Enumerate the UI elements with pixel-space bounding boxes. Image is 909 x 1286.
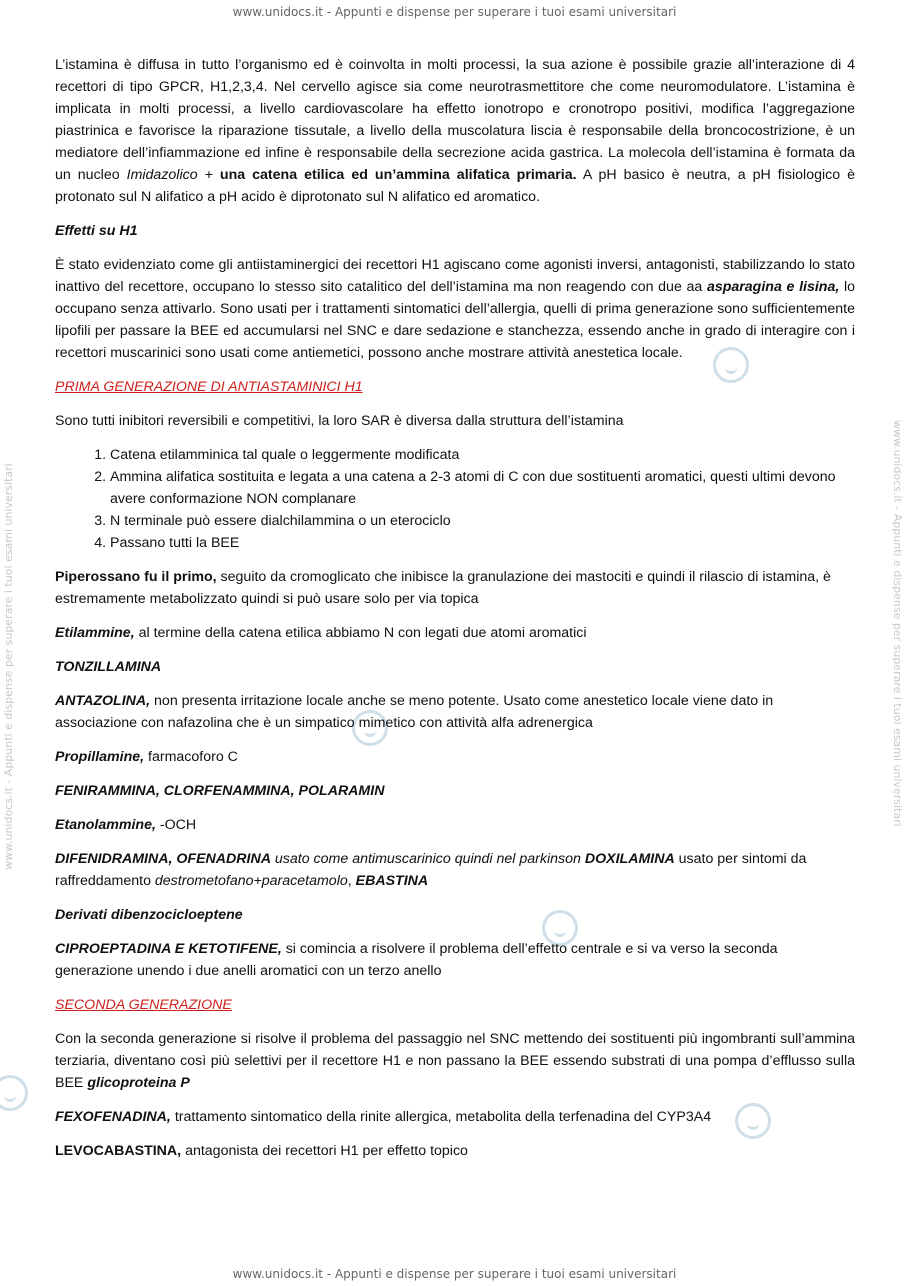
text-bold: una catena etilica ed un’ammina alifatica primaria.: [219, 167, 577, 183]
text: al termine della catena etilica abbiamo N con legati due atomi aromatici: [134, 625, 587, 641]
text: usato per sintomi da raffreddamento: [55, 851, 807, 889]
watermark-side-left: www.unidocs.it - Appunti e dispense per superare i tuoi esami universitari: [2, 463, 15, 870]
text-bold-italic: asparagina e lisina,: [706, 279, 840, 295]
paragraph-tonzillamina: TONZILLAMINA: [55, 659, 162, 675]
text-bold-italic: Etanolammine,: [55, 817, 156, 833]
text-italic: destrometofano+paracetamolo: [154, 873, 348, 889]
text-bold-italic: glicoproteina P: [87, 1075, 190, 1091]
heading-effetti: Effetti su H1: [55, 223, 138, 239]
text-bold-italic: Propillamine,: [55, 749, 145, 765]
text-bold-italic: CIPROEPTADINA E KETOTIFENE,: [55, 941, 282, 957]
watermark-footer: www.unidocs.it - Appunti e dispense per superare i tuoi esami universitari: [232, 1267, 677, 1281]
text: antagonista dei recettori H1 per effetto topico: [181, 1143, 468, 1159]
text-bold-italic: EBASTINA: [355, 873, 429, 889]
paragraph-sar: Sono tutti inibitori reversibili e competitivi, la loro SAR è diversa dalla struttura dell’istamina: [55, 413, 624, 429]
text: ,: [347, 873, 356, 889]
text: È stato evidenziato come gli antiistaminergici dei recettori H1 agiscano come agonisti inversi, antagonisti, stabilizzando lo stato inattivo del recettore, occupano lo stesso sito catalitico del dell’istamina ma non reagendo con due aa: [55, 257, 855, 295]
sar-list: [55, 444, 855, 554]
text: -OCH: [155, 817, 197, 833]
paragraph-dibenzocicloeptene: Derivati dibenzocicloeptene: [55, 907, 243, 923]
list-item: 4. Passano tutti la BEE: [110, 532, 855, 554]
paragraph-propillamine: [55, 746, 855, 768]
text: A pH basico è neutra, a pH fisiologico è protonato sul N alifatico a pH acido è diprotonato sul N alifatico ed aromatico.: [55, 167, 856, 205]
heading-seconda-generazione: SECONDA GENERAZIONE: [55, 997, 232, 1013]
text-bold: Piperossano fu il primo,: [55, 569, 217, 585]
text: farmacoforo C: [144, 749, 238, 765]
text-italic: usato come antimuscarinico quindi nel parkinson: [270, 851, 585, 867]
watermark-logo-icon: [0, 1075, 28, 1111]
paragraph-effetti: [55, 254, 855, 364]
paragraph-piperossano: [55, 566, 855, 610]
paragraph-fexofenadina: [55, 1106, 855, 1128]
paragraph-etilammine: [55, 622, 855, 644]
watermark-header: www.unidocs.it - Appunti e dispense per superare i tuoi esami universitari: [232, 5, 677, 19]
text-italic: Imidazolico +: [126, 167, 220, 183]
paragraph-difenidramina: [55, 848, 855, 892]
text: lo occupano senza attivarlo. Sono usati per i trattamenti sintomatici dell’allergia, quelli di prima generazione sono sufficientemente lipofili per passare la BEE ed accumularsi nel SNC e dare sedazione e stanchezza, essendo anche in grado di interagire con i recettori muscarinici sono usati come antiemetici, possono anche mostrare attività anestetica locale.: [55, 279, 856, 361]
text: non presenta irritazione locale anche se meno potente. Usato come anestetico locale viene dato in associazione con nafazolina che è un simpatico mimetico con attività alfa adrenergica: [55, 693, 774, 731]
watermark-side-right: www.unidocs.it - Appunti e dispense per superare i tuoi esami universitari: [891, 420, 904, 827]
heading-prima-generazione: PRIMA GENERAZIONE DI ANTIASTAMINICI H1: [55, 379, 363, 395]
document-body: [55, 54, 855, 1174]
list-item: 2. Ammina alifatica sostituita e legata a una catena a 2-3 atomi di C con due sostituenti aromatici, questi ultimi devono avere conformazione NON complanare: [110, 466, 855, 510]
text: seguito da cromoglicato che inibisce la granulazione dei mastociti e quindi il rilascio di istamina, è estremamente metabolizzato quindi si può usare solo per via topica: [55, 569, 831, 607]
paragraph-antazolina: [55, 690, 855, 734]
text-bold-italic: DIFENIDRAMINA, OFENADRINA: [55, 851, 271, 867]
text: Con la seconda generazione si risolve il problema del passaggio nel SNC mettendo dei sostituenti più ingombranti sull’ammina terziaria, diventano così più selettivi per il recettore H1 e non passano la BEE essendo substrati di una pompa d’efflusso sulla BEE: [55, 1031, 855, 1091]
paragraph-levocabastina: [55, 1140, 855, 1162]
text-bold-italic: ANTAZOLINA,: [55, 693, 151, 709]
text: trattamento sintomatico della rinite allergica, metabolita della terfenadina del CYP3A4: [170, 1109, 712, 1125]
text-bold-italic: Etilammine,: [55, 625, 135, 641]
list-item: 1. Catena etilamminica tal quale o leggermente modificata: [110, 444, 855, 466]
text: L’istamina è diffusa in tutto l’organismo ed è coinvolta in molti processi, la sua azione è possibile grazie all’interazione di 4 recettori di tipo GPCR, H1,2,3,4. Nel cervello agisce sia come neurotrasmettitore che come neuromodulatore. L’istamina è implicata in molti processi, a livello cardiovascolare ha effetto ionotropo e cronotropo positivi, modifica l’aggregazione piastrinica e favorisce la riparazione tissutale, a livello della muscolatura liscia è responsabile della broncocostrizione, è un mediatore dell’infiammazione ed infine è responsabile della secrezione acida gastrica. La molecola dell’istamina è formata da un nucleo: [55, 57, 855, 183]
text: si comincia a risolvere il problema dell’effetto centrale e si va verso la seconda generazione unendo i due anelli aromatici con un terzo anello: [55, 941, 778, 979]
paragraph-feniramina: FENIRAMMINA, CLORFENAMMINA, POLARAMIN: [55, 783, 385, 799]
text-bold-italic: DOXILAMINA: [584, 851, 675, 867]
list-item: 3. N terminale può essere dialchilammina o un eterociclo: [110, 510, 855, 532]
paragraph-etanolammine: [55, 814, 855, 836]
text-bold-italic: FEXOFENADINA,: [55, 1109, 171, 1125]
paragraph-ciproeptadina: [55, 938, 855, 982]
paragraph-seconda: [55, 1028, 855, 1094]
paragraph-intro: [55, 54, 855, 208]
text-bold: LEVOCABASTINA,: [55, 1143, 182, 1159]
